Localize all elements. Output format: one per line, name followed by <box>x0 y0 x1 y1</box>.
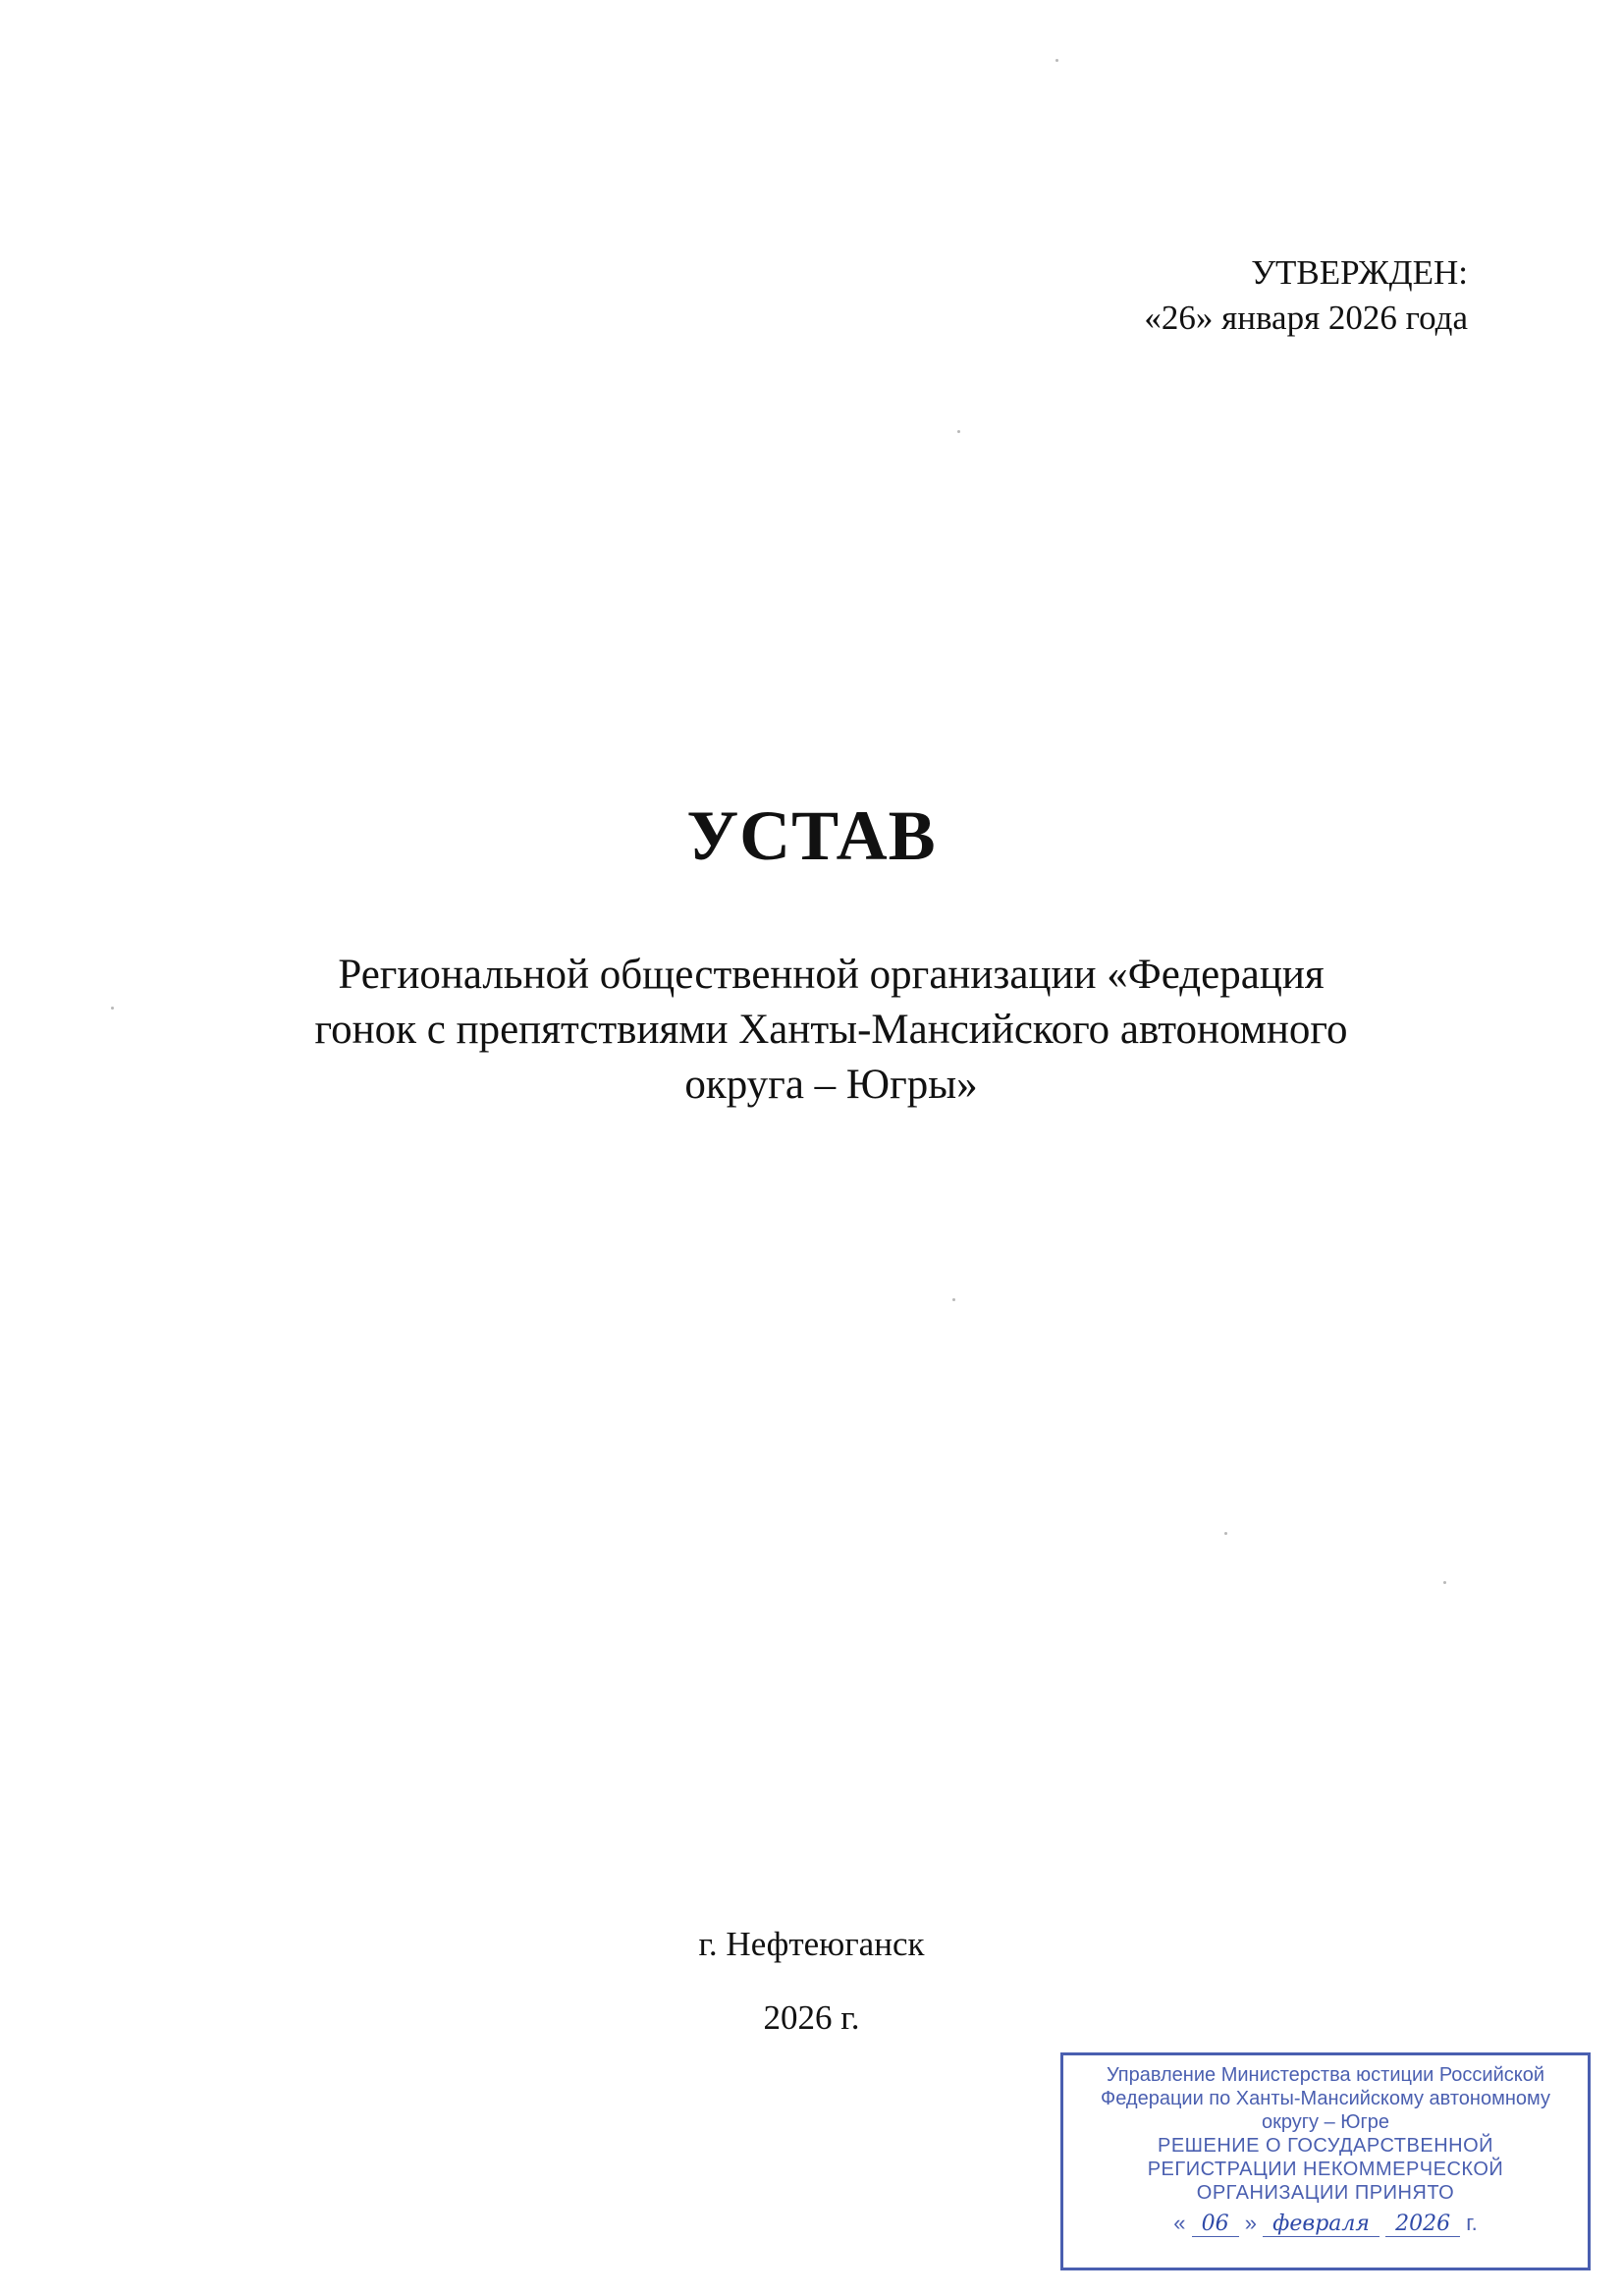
organization-name-line-3: округа – Югры» <box>684 1062 978 1108</box>
stamp-year-suffix: г. <box>1466 2211 1478 2235</box>
approval-block <box>1144 250 1468 341</box>
scan-speck <box>111 1007 114 1010</box>
stamp-year: 2026 <box>1385 2212 1460 2237</box>
organization-name-line-2: гонок с препятствиями Ханты-Мансийского автономного <box>314 1007 1348 1053</box>
stamp-line-6: ОРГАНИЗАЦИИ ПРИНЯТО <box>1196 2182 1455 2204</box>
stamp-line-1: Управление Министерства юстиции Российской <box>1106 2064 1545 2086</box>
document-title: УСТАВ <box>686 796 937 875</box>
stamp-line-5: РЕГИСТРАЦИИ НЕКОММЕРЧЕСКОЙ <box>1147 2159 1504 2180</box>
stamp-line-4: РЕШЕНИЕ О ГОСУДАРСТВЕННОЙ <box>1157 2135 1494 2157</box>
organization-name <box>226 948 1436 1113</box>
stamp-day: 06 <box>1192 2212 1239 2237</box>
approval-date: «26» января 2026 года <box>1144 299 1468 337</box>
scan-speck <box>1224 1532 1227 1535</box>
scan-speck <box>957 430 960 433</box>
stamp-date <box>1063 2209 1588 2239</box>
scan-speck <box>952 1298 955 1301</box>
stamp-line-3: округу – Югре <box>1261 2111 1390 2133</box>
scan-speck <box>1443 1581 1446 1584</box>
city: г. Нефтеюганск <box>698 1925 925 1963</box>
approval-label: УТВЕРЖДЕН: <box>1251 253 1468 292</box>
organization-name-line-1: Региональной общественной организации «Федерация <box>338 952 1325 998</box>
stamp-close-quote: » <box>1244 2211 1258 2235</box>
registration-stamp <box>1060 2052 1591 2270</box>
year: 2026 г. <box>763 1998 860 2037</box>
stamp-line-2: Федерации по Ханты-Мансийскому автономному <box>1101 2088 1550 2109</box>
scan-speck <box>1055 59 1058 62</box>
stamp-open-quote: « <box>1173 2211 1186 2235</box>
stamp-month: февраля <box>1263 2212 1380 2237</box>
